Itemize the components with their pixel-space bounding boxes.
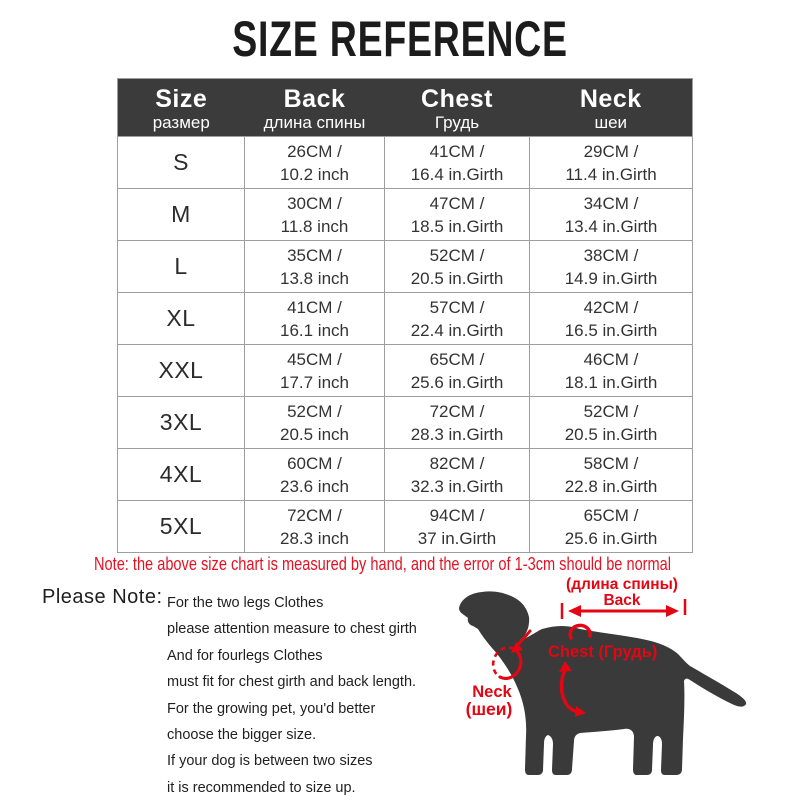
- chest-cell: 52CM / 20.5 in.Girth: [385, 241, 530, 293]
- please-note-lines: [167, 590, 417, 801]
- size-row-S: [118, 137, 693, 189]
- header-back-en: Back: [283, 84, 346, 113]
- neck-cell: 52CM / 20.5 in.Girth: [530, 397, 693, 449]
- dog-measurement-diagram: [430, 573, 800, 800]
- size-chart-table: [117, 78, 693, 553]
- chest-cell: 41CM / 16.4 in.Girth: [385, 137, 530, 189]
- neck-cell: 42CM / 16.5 in.Girth: [530, 293, 693, 345]
- chest-label: Chest (Грудь): [548, 643, 658, 661]
- size-cell: 3XL: [118, 397, 245, 449]
- neck-label-ru: (шеи): [465, 699, 513, 719]
- neck-cell: 58CM / 22.8 in.Girth: [530, 449, 693, 501]
- header-chest-ru: Грудь: [434, 112, 480, 132]
- note-line: must fit for chest girth and back length.: [167, 674, 417, 691]
- chest-cell: 65CM / 25.6 in.Girth: [385, 345, 530, 397]
- back-cell: 72CM / 28.3 inch: [245, 501, 385, 553]
- back-cell: 41CM / 16.1 inch: [245, 293, 385, 345]
- size-row-M: [118, 189, 693, 241]
- neck-cell: 38CM / 14.9 in.Girth: [530, 241, 693, 293]
- chest-cell: 82CM / 32.3 in.Girth: [385, 449, 530, 501]
- size-row-L: [118, 241, 693, 293]
- neck-cell: 65CM / 25.6 in.Girth: [530, 501, 693, 553]
- back-cell: 52CM / 20.5 inch: [245, 397, 385, 449]
- size-cell: 5XL: [118, 501, 245, 553]
- page-title: SIZE REFERENCE: [232, 11, 568, 67]
- size-row-3XL: [118, 397, 693, 449]
- back-cell: 45CM / 17.7 inch: [245, 345, 385, 397]
- header-chest-en: Chest: [421, 84, 493, 113]
- chest-cell: 57CM / 22.4 in.Girth: [385, 293, 530, 345]
- size-chart-header: [118, 79, 693, 137]
- chest-cell: 72CM / 28.3 in.Girth: [385, 397, 530, 449]
- note-line: If your dog is between two sizes: [167, 753, 373, 770]
- chest-cell: 47CM / 18.5 in.Girth: [385, 189, 530, 241]
- size-cell: XL: [118, 293, 245, 345]
- neck-label-en: Neck: [472, 683, 512, 701]
- size-row-XL: [118, 293, 693, 345]
- size-cell: L: [118, 241, 245, 293]
- neck-cell: 34CM / 13.4 in.Girth: [530, 189, 693, 241]
- header-neck: [530, 79, 693, 137]
- header-size: [118, 79, 245, 137]
- size-row-5XL: [118, 501, 693, 553]
- size-row-XXL: [118, 345, 693, 397]
- neck-cell: 29CM / 11.4 in.Girth: [530, 137, 693, 189]
- size-cell: XXL: [118, 345, 245, 397]
- header-size-ru: размер: [152, 112, 210, 132]
- back-arrowhead-right: [666, 605, 679, 617]
- header-size-en: Size: [155, 84, 208, 113]
- header-neck-en: Neck: [579, 84, 642, 113]
- please-note-label: Please Note:: [42, 586, 163, 608]
- back-cell: 60CM / 23.6 inch: [245, 449, 385, 501]
- size-cell: M: [118, 189, 245, 241]
- note-line: it is recommended to size up.: [167, 779, 356, 796]
- size-row-4XL: [118, 449, 693, 501]
- back-cell: 30CM / 11.8 inch: [245, 189, 385, 241]
- note-line: please attention measure to chest girth: [167, 621, 417, 638]
- header-chest: [385, 79, 530, 137]
- header-back-ru: длина спины: [263, 112, 366, 132]
- back-cell: 26CM / 10.2 inch: [245, 137, 385, 189]
- header-back: [245, 79, 385, 137]
- note-line: For the growing pet, you'd better: [167, 700, 376, 717]
- note-line: For the two legs Clothes: [167, 595, 324, 611]
- header-neck-ru: шеи: [594, 112, 628, 132]
- note-line: And for fourlegs Clothes: [167, 647, 323, 664]
- chest-cell: 94CM / 37 in.Girth: [385, 501, 530, 553]
- back-cell: 35CM / 13.8 inch: [245, 241, 385, 293]
- back-arrowhead-left: [568, 605, 581, 617]
- measurement-error-note: Note: the above size chart is measured by hand, and the error of 1-3cm should be normal: [94, 554, 672, 574]
- back-label-ru: (длина спины): [566, 576, 678, 593]
- note-line: choose the bigger size.: [167, 727, 317, 744]
- size-cell: 4XL: [118, 449, 245, 501]
- neck-cell: 46CM / 18.1 in.Girth: [530, 345, 693, 397]
- size-cell: S: [118, 137, 245, 189]
- size-chart-body: [118, 137, 693, 553]
- back-label-en: Back: [603, 592, 641, 609]
